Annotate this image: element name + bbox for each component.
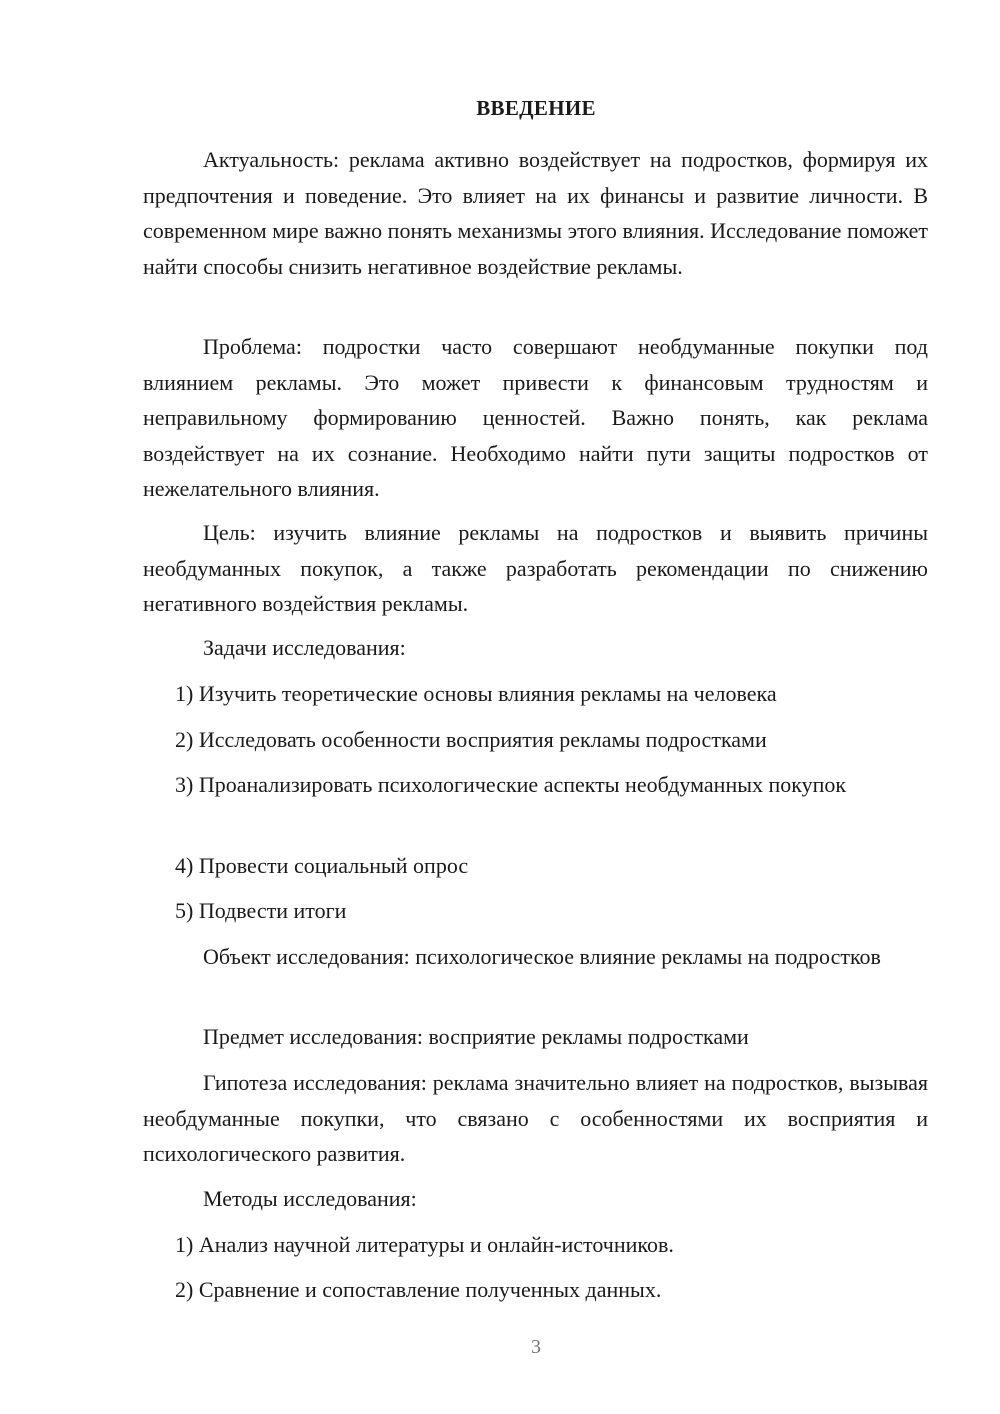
method-item-2: 2) Сравнение и сопоставление полученных данных. bbox=[175, 1277, 662, 1302]
paragraph-hypothesis: Гипотеза исследования: реклама значительно влияет на подростков, вызывая необдуманные покупки, что связано с особенностями их восприятия и психологического развития. bbox=[143, 1070, 928, 1166]
paragraph-subject: Предмет исследования: восприятие рекламы подростками bbox=[203, 1024, 749, 1049]
task-item-5: 5) Подвести итоги bbox=[175, 898, 347, 923]
paragraph-object: Объект исследования: психологическое влияние рекламы на подростков bbox=[203, 944, 881, 969]
method-item-1: 1) Анализ научной литературы и онлайн-источников. bbox=[175, 1232, 674, 1257]
task-item-1: 1) Изучить теоретические основы влияния рекламы на человека bbox=[175, 681, 777, 706]
paragraph-problem: Проблема: подростки часто совершают необдуманные покупки под влиянием рекламы. Это может привести к финансовым трудностям и неправильному формированию ценностей. Важно понять, как реклама воздействует на их сознание. Необходимо найти пути защиты подростков от нежелательного влияния. bbox=[143, 334, 928, 501]
task-item-3: 3) Проанализировать психологические аспекты необдуманных покупок bbox=[175, 772, 847, 797]
task-item-4: 4) Провести социальный опрос bbox=[175, 853, 469, 878]
task-item-2: 2) Исследовать особенности восприятия рекламы подростками bbox=[175, 727, 767, 752]
page-number: 3 bbox=[531, 1336, 541, 1358]
paragraph-relevance: Актуальность: реклама активно воздействует на подростков, формируя их предпочтения и поведение. Это влияет на их финансы и развитие личности. В современном мире важно понять механизмы этого влияния. Исследование поможет найти способы снизить негативное воздействие рекламы. bbox=[143, 147, 928, 279]
page-title: ВВЕДЕНИЕ bbox=[476, 96, 596, 120]
paragraph-goal: Цель: изучить влияние рекламы на подростков и выявить причины необдуманных покупок, а также разработать рекомендации по снижению негативного воздействия рекламы. bbox=[143, 520, 928, 616]
tasks-heading: Задачи исследования: bbox=[203, 635, 406, 660]
methods-heading: Методы исследования: bbox=[203, 1186, 417, 1211]
